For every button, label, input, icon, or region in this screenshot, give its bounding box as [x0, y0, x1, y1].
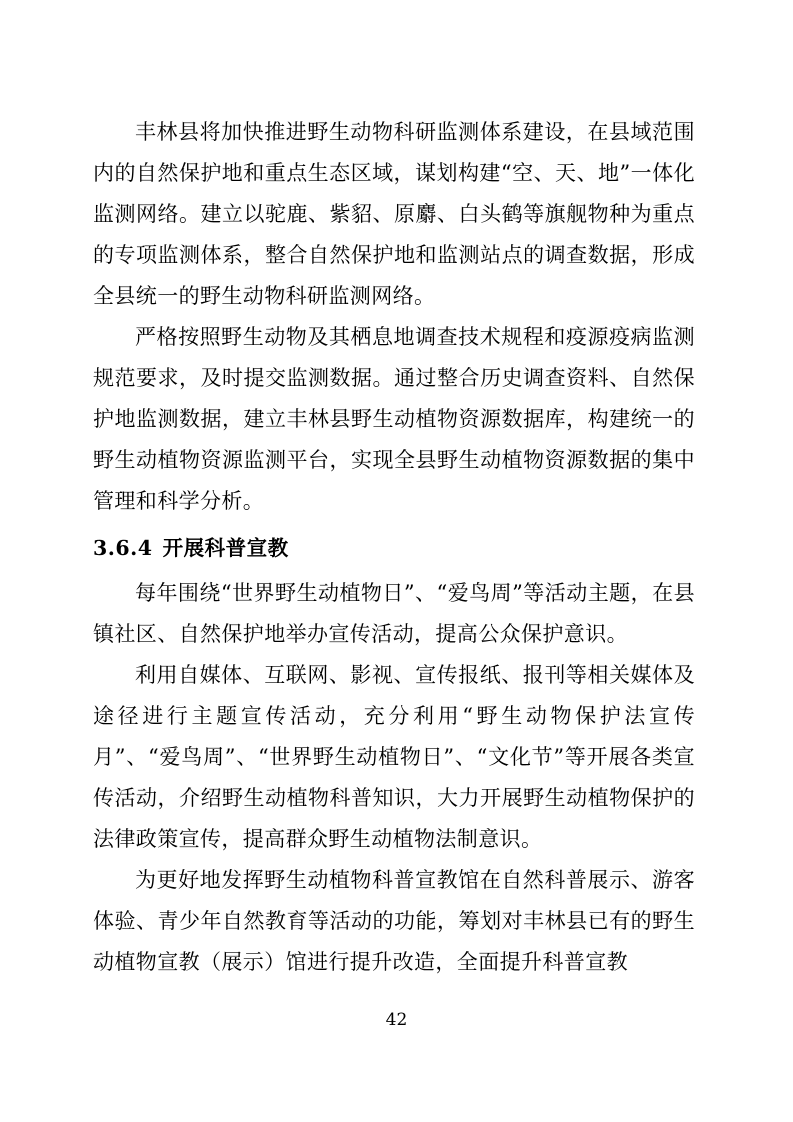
page-number: 42	[385, 1010, 408, 1030]
paragraph: 丰林县将加快推进野生动物科研监测体系建设，在县域范围内的自然保护地和重点生态区域，谋划构建“空、天、地”一体化监测网络。建立以驼鹿、紫貂、原麝、白头鹤等旗舰物种为重点的专项监测体系，整合自然保护地和监测站点的调查数据，形成全县统一的野生动物科研监测网络。	[93, 120, 695, 308]
section-heading	[93, 528, 695, 569]
section-number: 3.6.4	[93, 536, 153, 560]
paragraph: 每年围绕“世界野生动植物日”、“爱鸟周”等活动主题，在县镇社区、自然保护地举办宣传活动，提高公众保护意识。	[93, 581, 695, 646]
paragraph: 利用自媒体、互联网、影视、宣传报纸、报刊等相关媒体及途径进行主题宣传活动，充分利用“野生动物保护法宣传月”、“爱鸟周”、“世界野生动植物日”、“文化节”等开展各类宣传活动，介绍野生动植物科普知识，大力开展野生动植物保护的法律政策宣传，提高群众野生动植物法制意识。	[93, 663, 695, 851]
section-title: 开展科普宣教	[162, 536, 289, 560]
paragraph: 严格按照野生动物及其栖息地调查技术规程和疫源疫病监测规范要求，及时提交监测数据。通过整合历史调查资料、自然保护地监测数据，建立丰林县野生动植物资源数据库，构建统一的野生动植物资源监测平台，实现全县野生动植物资源数据的集中管理和科学分析。	[93, 325, 695, 513]
page-content	[93, 112, 695, 983]
paragraph: 为更好地发挥野生动植物科普宣教馆在自然科普展示、游客体验、青少年自然教育等活动的功能，筹划对丰林县已有的野生动植物宣教（展示）馆进行提升改造，全面提升科普宣教	[93, 868, 695, 974]
